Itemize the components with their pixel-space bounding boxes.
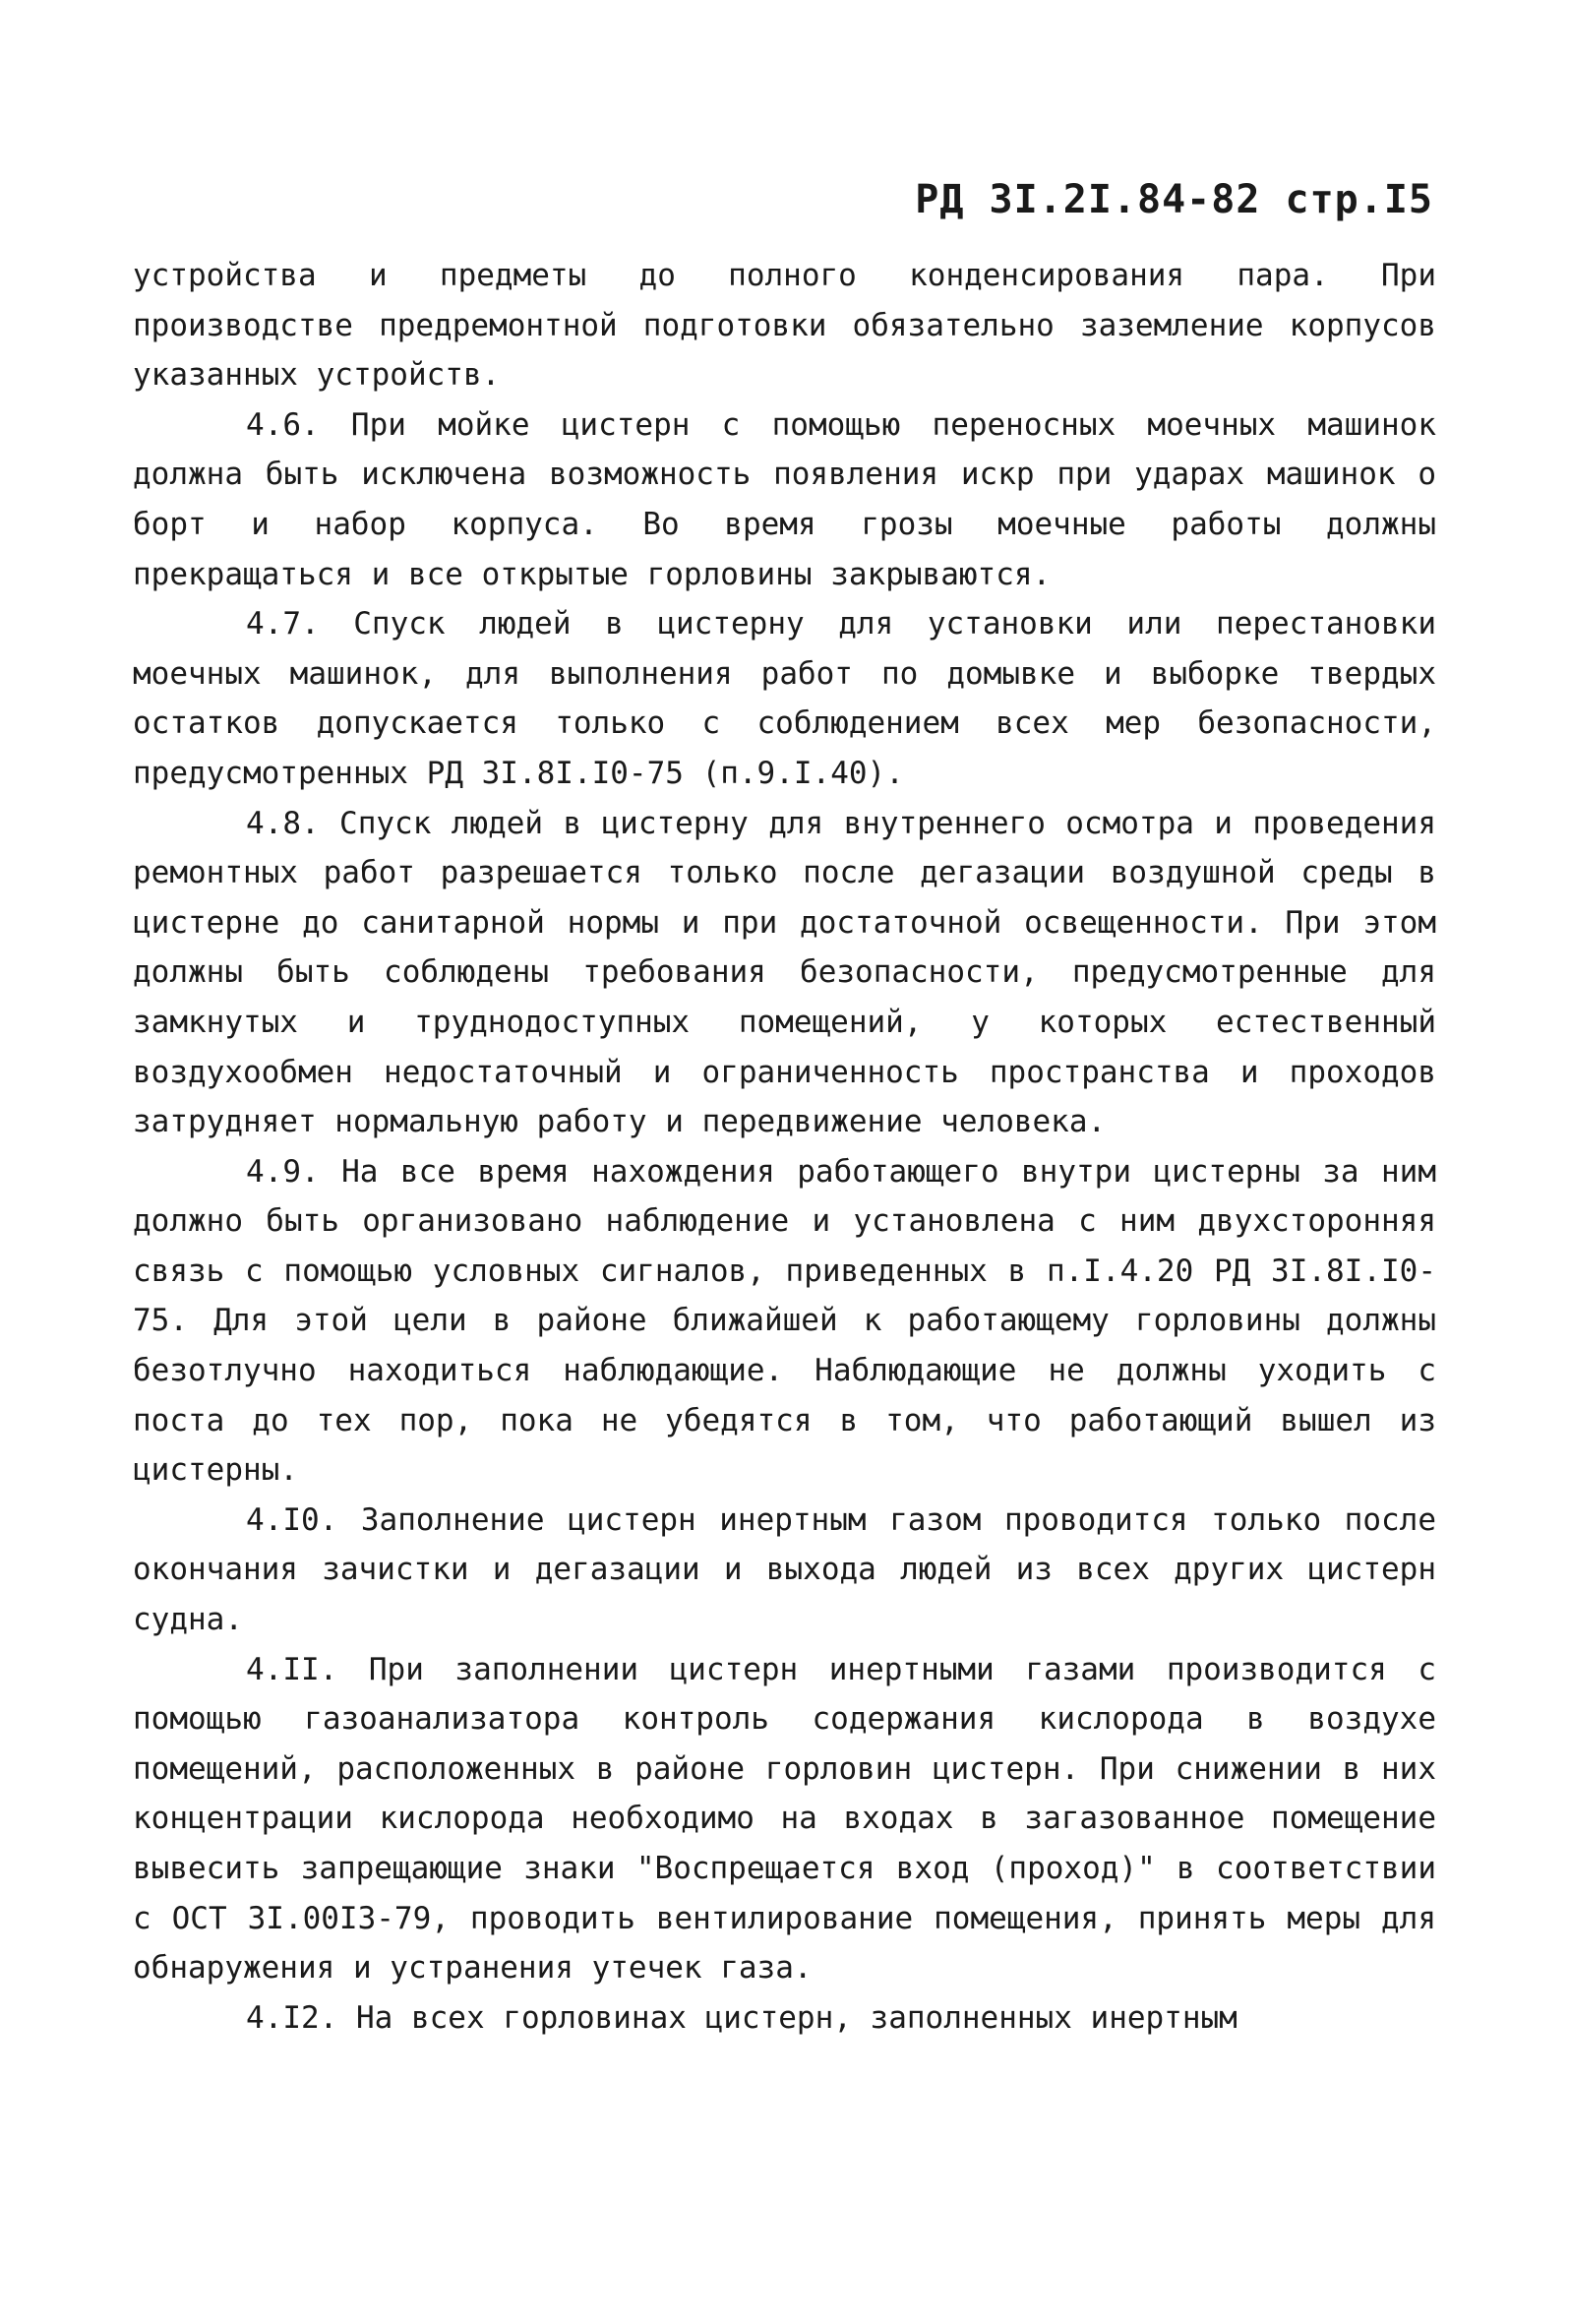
document-header: РД 3I.2I.84-82 стр.I5 bbox=[915, 177, 1433, 222]
document-body bbox=[133, 251, 1436, 2043]
paragraph-4-12: 4.I2. На всех горловинах цистерн, заполненных инертным bbox=[246, 1999, 1237, 2036]
paragraph-4-9: 4.9. На все время нахождения работающего внутри цистерны за ним должно быть организовано наблюдение и установлена с ним двухсторонняя связь с помощью условных сигналов, приведенных в п.I.4.20 РД 3I.8I.I0-75. Для этой цели в районе ближайшей к работающему горловины должны безотлучно находиться наблюдающие. Наблюдающие не должны уходить с поста до тех пор, пока не убедятся в том, что работающий вышел из цистерны. bbox=[133, 1153, 1436, 1489]
paragraph-4-10: 4.I0. Заполнение цистерн инертным газом проводится только после окончания зачистки и дегазации и выхода людей из всех других цистерн судна. bbox=[133, 1501, 1436, 1638]
paragraph-4-7: 4.7. Спуск людей в цистерну для установки или перестановки моечных машинок, для выполнения работ по домывке и выборке твердых остатков допускается только с соблюдением всех мер безопасности, предусмотренных РД 3I.8I.I0-75 (п.9.I.40). bbox=[133, 606, 1436, 791]
paragraph-continuation: устройства и предметы до полного конденсирования пара. При производстве предремонтной подготовки обязательно заземление корпусов указанных устройств. bbox=[133, 258, 1436, 394]
paragraph-4-8: 4.8. Спуск людей в цистерну для внутреннего осмотра и проведения ремонтных работ разрешается только после дегазации воздушной среды в цистерне до санитарной нормы и при достаточной освещенности. При этом должны быть соблюдены требования безопасности, предусмотренные для замкнутых и труднодоступных помещений, у которых естественный воздухообмен недостаточный и ограниченность пространства и проходов затрудняет нормальную работу и передвижение человека. bbox=[133, 805, 1436, 1140]
paragraph-4-11: 4.II. При заполнении цистерн инертными газами производится с помощью газоанализатора контроль содержания кислорода в воздухе помещений, расположенных в районе горловин цистерн. При снижении в них концентрации кислорода необходимо на входах в загазованное помещение вывесить запрещающие знаки "Воспрещается вход (проход)" в соответствии с ОСТ 3I.00I3-79, проводить вентилирование помещения, принять меры для обнаружения и устранения утечек газа. bbox=[133, 1651, 1436, 1987]
paragraph-4-6: 4.6. При мойке цистерн с помощью переносных моечных машинок должна быть исключена возможность появления искр при ударах машинок о борт и набор корпуса. Во время грозы моечные работы должны прекращаться и все открытые горловины закрываются. bbox=[133, 406, 1436, 592]
